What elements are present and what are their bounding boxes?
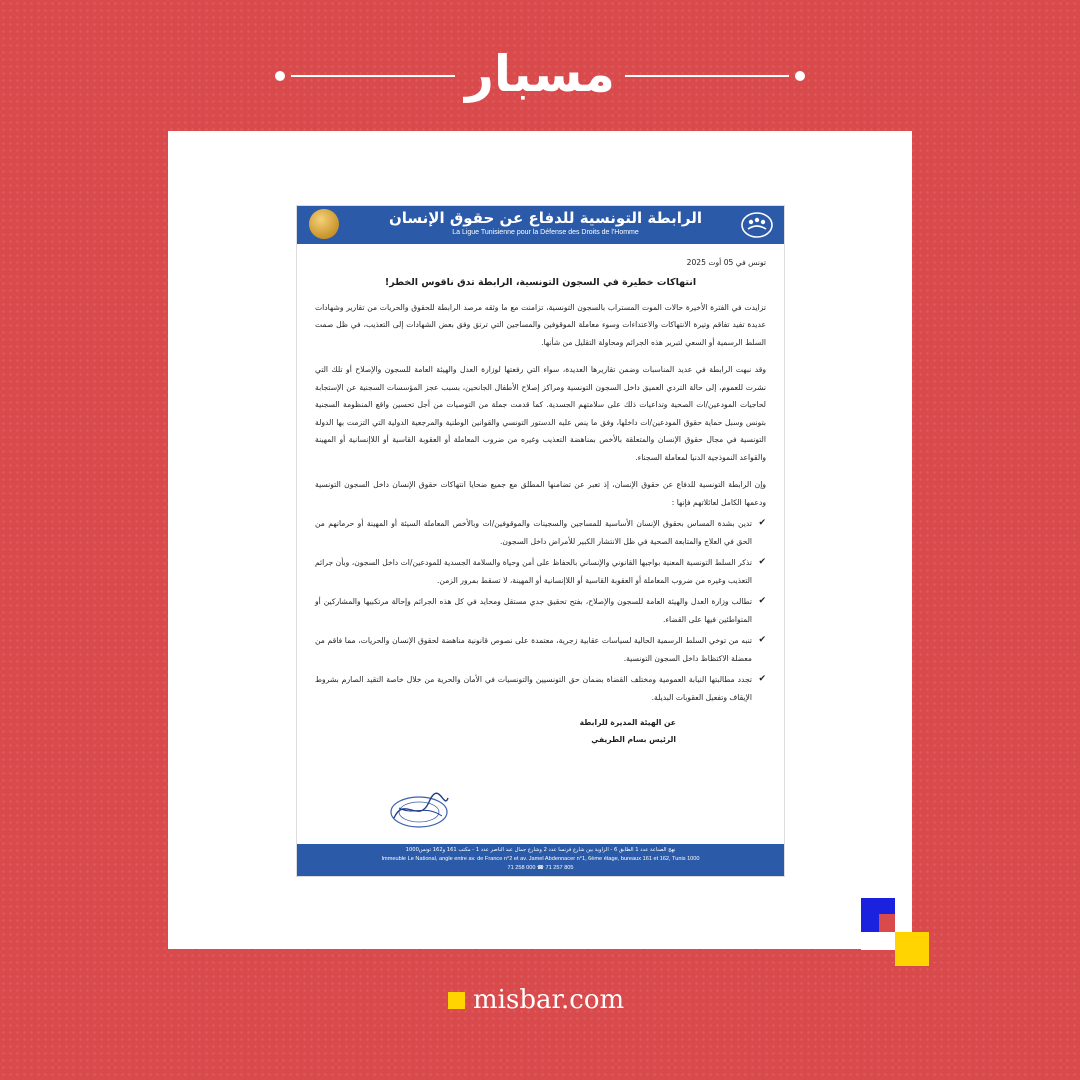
yellow-square-icon: [448, 992, 465, 1009]
org-name-arabic: الرابطة التونسية للدفاع عن حقوق الإنسان: [388, 209, 703, 227]
ltdh-logo-icon: [740, 210, 774, 240]
site-url: misbar.com: [473, 985, 625, 1015]
list-item: [315, 515, 766, 550]
list-item-text: تجدد مطالبتها النيابة العمومية ومختلف القضاة بضمان حق التونسيين والتونسيات في الأمان والحرية من خلال خاصة التقيد الصارم بشروط الإيقاف وتفعيل العقوبات البديلة.: [315, 675, 752, 702]
list-item-text: تذكر السلط التونسية المعنية بواجبها القانوني والإنساني بالحفاظ على أمن وحياة والسلامة الجسدية للمودعين/ات داخل السجون، وبأن جرائم التعذيب وغيره من ضروب المعاملة أو العقوبة القاسية أو اللاإنسانية أو المهينة، لا تسقط بمرور الزمن.: [315, 558, 752, 585]
footer-address-arabic: نهج الصناعة عدد 1 الطابق 6 - الزاوية بين شارع فرنسا عدد 2 وشارع جمال عبد الناصر عدد 1 - مكتب 161 و162 تونس1000: [405, 847, 676, 853]
signature-stamp-icon: [384, 790, 454, 830]
demands-list: [315, 515, 766, 706]
document-date: تونس في 05 أوت 2025: [686, 258, 766, 267]
signoff-president: الرئيس بسام الطريفي: [591, 735, 676, 744]
footer-contact: 71 258 000 ☎ 71 257 805: [507, 865, 574, 871]
site-url-footer: [448, 980, 624, 1020]
document-title: انتهاكات خطيرة في السجون التونسية، الرابطة تدق ناقوس الخطر!: [384, 276, 697, 288]
list-item-text: تطالب وزارة العدل والهيئة العامة للسجون والإصلاح، بفتح تحقيق جدي مستقل ومحايد في كل هذه الجرائم وإحالة مرتكبيها والمشاركين أو المتواطئين فيها على القضاء.: [315, 597, 752, 624]
logo-left-line: [291, 75, 455, 77]
logo-right-dot: [795, 71, 805, 81]
list-item: [315, 632, 766, 667]
list-item-text: تدين بشدة المساس بحقوق الإنسان الأساسية للمساجين والسجينات والموقوفين/ات وبالأخص المعاملة السيئة أو المهينة أو حرمانهم من الحق في العلاج والمتابعة الصحية في ظل الانتشار الكبير للأمراض داخل السجون.: [315, 519, 752, 546]
org-name-french: La Ligue Tunisienne pour la Défense des Droits de l'Homme: [452, 229, 639, 236]
paragraph-3: وإن الرابطة التونسية للدفاع عن حقوق الإنسان، إذ تعبر عن تضامنها المطلق مع جميع ضحايا انتهاكات حقوق الإنسان داخل السجون التونسية ودعمها الكامل لعائلاتهم فإنها :: [315, 480, 766, 507]
signoff: [315, 714, 676, 748]
list-item: [315, 554, 766, 589]
list-item-text: تنبه من توخي السلط الرسمية الحالية لسياسات عقابية زجرية، معتمدة على نصوص قانونية مناهضة لحقوق الإنسان والحريات، مما فاقم من معضلة الاكتظاظ داخل السجون التونسية.: [315, 636, 752, 663]
document-header: [297, 206, 784, 244]
footer-address-french: Immeuble Le National, angle entre av. de France n°2 et av. Jamel Abdennacer n°1, 6ème étage, bureaux 161 et 162, Tunis 1000: [381, 856, 700, 862]
deco-square-yellow: [895, 932, 929, 966]
logo-right-line: [625, 75, 789, 77]
checkmark-icon: ✔: [758, 596, 766, 606]
deco-square-white: [861, 932, 895, 950]
checkmark-icon: ✔: [758, 557, 766, 567]
misbar-logo: مسبار: [465, 45, 615, 103]
checkmark-icon: ✔: [758, 674, 766, 684]
statement-document: [297, 206, 784, 876]
list-item: [315, 671, 766, 706]
deco-square-red: [879, 914, 895, 932]
list-item: [315, 593, 766, 628]
nobel-medal-icon: [309, 209, 339, 239]
checkmark-icon: ✔: [758, 518, 766, 528]
logo-left-dot: [275, 71, 285, 81]
paragraph-2: وقد نبهت الرابطة في عديد المناسبات وضمن تقاريرها العديدة، سواء التي رفعتها لوزارة العدل والهيئة العامة للسجون والإصلاح أو تلك التي نشرت للعموم، إلى حالة التردي العميق داخل السجون التونسية ومراكز إصلاح الأطفال الجانحين، بسبب عجز المؤسسات السجنية عن الإستجابة لحاجيات المودعين/ات الصحية وتداعيات ذلك على سلامتهم الجسدية. كما قدمت جملة من التوصيات من أجل تحسين واقع المنظومة السجنية بتونس وسبل حماية حقوق المودعين/ات داخلها، وفق ما ينص عليه الدستور التونسي والقوانين الوطنية والمرجعية الدولية التي التزمت بها الدولة التونسية في مجال حقوق الإنسان والمتعلقة بالأخص بمناهضة التعذيب وغيره من ضروب المعاملة أو العقوبة القاسية أو اللاإنسانية أو المهينة والقواعد النموذجية الدنيا لمعاملة السجناء.: [315, 365, 766, 462]
signoff-board: عن الهيئة المديرة للرابطة: [579, 718, 676, 727]
checkmark-icon: ✔: [758, 635, 766, 645]
document-footer: [297, 844, 784, 876]
misbar-logo-row: [275, 42, 805, 110]
document-body: [315, 250, 766, 840]
paragraph-1: تزايدت في الفترة الأخيرة حالات الموت المستراب بالسجون التونسية، تزامنت مع ما وثقه مرصد الرابطة للحقوق والحريات من تقارير وشهادات عديدة تفيد تفاقم وتيرة الانتهاكات والاعتداءات وسوء معاملة الموقوفين والمساجين التي ترتق وفق بعض الشهادات إلى التعذيب، في ظل صمت السلط الرسمية أو السعي لتبرير هذه الجرائم ومحاولة التقليل من شأنها.: [315, 302, 766, 347]
